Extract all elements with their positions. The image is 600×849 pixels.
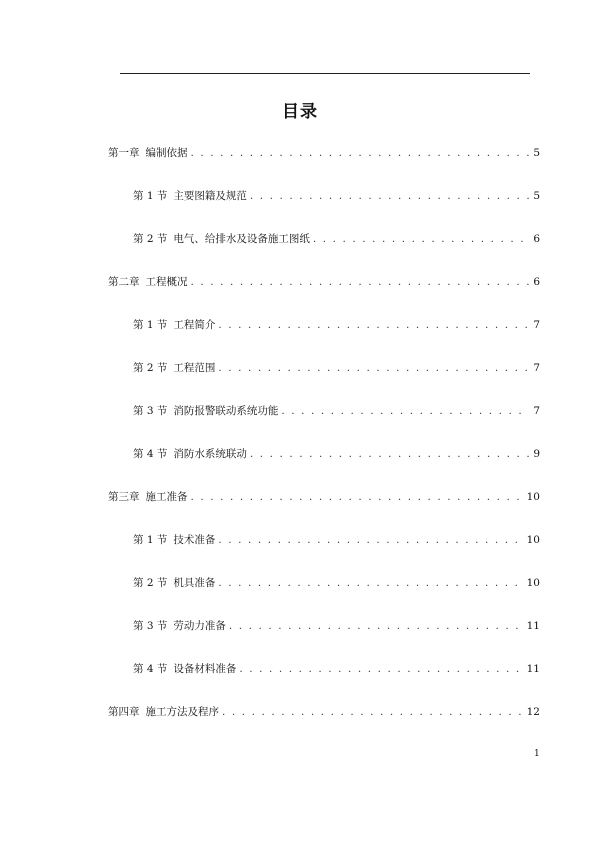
- toc-entry-page: 10: [526, 491, 540, 503]
- toc-entry-page: 6: [533, 276, 540, 288]
- toc-entry-number: 第一章: [108, 147, 140, 159]
- toc-entry-page: 10: [526, 577, 540, 589]
- toc-entry-page: 6: [533, 233, 540, 245]
- toc-entry-number: 第 1 节: [133, 319, 168, 331]
- toc-entry-number: 第 1 节: [133, 190, 168, 202]
- toc-dot-leader: [191, 490, 524, 504]
- toc-entry-label: 施工方法及程序: [145, 706, 219, 718]
- toc-entry-number: 第 3 节: [133, 620, 168, 632]
- toc-entry-chapter[interactable]: [108, 146, 540, 160]
- toc-entry-number: 第 2 节: [133, 362, 168, 374]
- toc-entry-label: 机具准备: [173, 577, 216, 589]
- toc-dot-leader: [313, 232, 529, 246]
- header-rule: [120, 73, 530, 74]
- toc-dot-leader: [281, 404, 529, 418]
- toc-entry-number: 第 4 节: [133, 448, 168, 460]
- toc-entry-section[interactable]: [133, 447, 540, 461]
- toc-entry-label: 主要图籍及规范: [173, 190, 247, 202]
- toc-entry-number: 第 2 节: [133, 233, 168, 245]
- toc-entry-page: 9: [533, 448, 540, 460]
- page-title: 目录: [282, 102, 318, 122]
- toc-entry-label: 消防报警联动系统功能: [173, 405, 279, 417]
- toc-entry-number: 第 2 节: [133, 577, 168, 589]
- toc-entry-label: 工程简介: [173, 319, 216, 331]
- toc-entry-section[interactable]: [133, 533, 540, 547]
- toc-dot-leader: [218, 576, 523, 590]
- toc-dot-leader: [218, 533, 523, 547]
- toc-entry-page: 11: [526, 663, 540, 675]
- toc-entry-page: 5: [533, 147, 540, 159]
- toc-dot-leader: [191, 146, 530, 160]
- toc-entry-section[interactable]: [133, 189, 540, 203]
- toc-entry-section[interactable]: [133, 404, 540, 418]
- toc-entry-page: 11: [526, 620, 540, 632]
- toc-entry-chapter[interactable]: [108, 275, 540, 289]
- toc-entry-label: 劳动力准备: [173, 620, 226, 632]
- toc-entry-chapter[interactable]: [108, 490, 540, 504]
- toc-dot-leader: [222, 705, 524, 719]
- toc-entry-label: 施工准备: [145, 491, 188, 503]
- toc-entry-label: 电气、给排水及设备施工图纸: [173, 233, 310, 245]
- toc-entry-page: 7: [533, 405, 540, 417]
- toc-entry-page: 7: [533, 319, 540, 331]
- toc-entry-section[interactable]: [133, 662, 540, 676]
- toc-entry-label: 工程范围: [173, 362, 216, 374]
- toc-entry-number: 第二章: [108, 276, 140, 288]
- page-number: 1: [534, 749, 540, 759]
- toc-entry-page: 5: [533, 190, 540, 202]
- toc-entry-section[interactable]: [133, 232, 540, 246]
- toc-entry-label: 技术准备: [173, 534, 216, 546]
- toc-entry-number: 第三章: [108, 491, 140, 503]
- toc-dot-leader: [229, 619, 524, 633]
- toc-dot-leader: [250, 189, 529, 203]
- toc-dot-leader: [218, 361, 529, 375]
- toc-entry-number: 第四章: [108, 706, 140, 718]
- toc-dot-leader: [191, 275, 530, 289]
- toc-entry-section[interactable]: [133, 619, 540, 633]
- toc-entry-label: 编制依据: [145, 147, 188, 159]
- toc-entry-section[interactable]: [133, 576, 540, 590]
- toc-entry-page: 12: [526, 706, 540, 718]
- toc-entry-chapter[interactable]: [108, 705, 540, 719]
- toc-entry-section[interactable]: [133, 318, 540, 332]
- toc-entry-number: 第 3 节: [133, 405, 168, 417]
- toc-dot-leader: [239, 662, 523, 676]
- toc-entry-label: 设备材料准备: [173, 663, 237, 675]
- toc-entry-label: 工程概况: [145, 276, 188, 288]
- toc-entry-page: 7: [533, 362, 540, 374]
- toc-entry-number: 第 4 节: [133, 663, 168, 675]
- toc-dot-leader: [250, 447, 529, 461]
- toc-dot-leader: [218, 318, 529, 332]
- toc-entry-section[interactable]: [133, 361, 540, 375]
- toc-entry-label: 消防水系统联动: [173, 448, 247, 460]
- toc-entry-page: 10: [526, 534, 540, 546]
- toc-entry-number: 第 1 节: [133, 534, 168, 546]
